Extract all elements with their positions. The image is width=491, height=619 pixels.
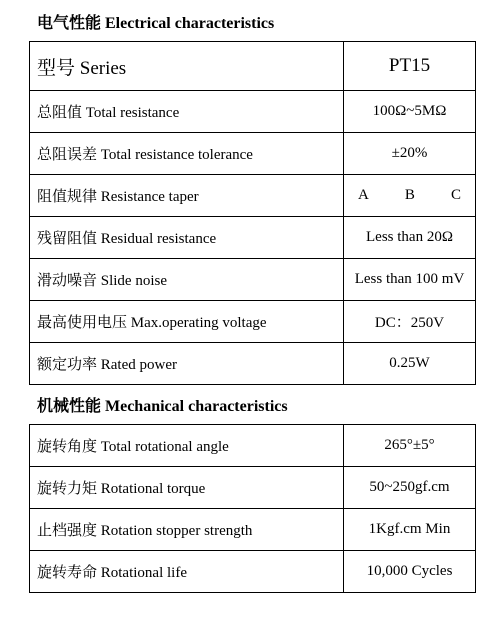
tolerance-value: ±20% xyxy=(344,133,476,175)
rated-power-label: 额定功率 Rated power xyxy=(30,343,344,385)
max-voltage-label: 最高使用电压 Max.operating voltage xyxy=(30,301,344,343)
table-row xyxy=(30,91,476,133)
taper-a: A xyxy=(358,187,369,203)
table-header-row xyxy=(30,42,476,91)
taper-b: B xyxy=(404,187,415,203)
slide-noise-value: Less than 100 mV xyxy=(344,259,476,301)
table-row xyxy=(30,467,476,509)
rotational-life-label: 旋转寿命 Rotational life xyxy=(30,551,344,593)
table-row xyxy=(30,259,476,301)
electrical-characteristics-table xyxy=(29,41,476,385)
table-row xyxy=(30,425,476,467)
table-row xyxy=(30,301,476,343)
series-value: PT15 xyxy=(344,42,476,91)
rotational-angle-value: 265°±5° xyxy=(344,425,476,467)
table-row xyxy=(30,133,476,175)
mechanical-section-title: 机械性能 Mechanical characteristics xyxy=(37,398,288,415)
table-row xyxy=(30,343,476,385)
total-resistance-value: 100Ω~5MΩ xyxy=(344,91,476,133)
taper-label: 阻值规律 Resistance taper xyxy=(30,175,344,217)
slide-noise-label: 滑动噪音 Slide noise xyxy=(30,259,344,301)
rotational-angle-label: 旋转角度 Total rotational angle xyxy=(30,425,344,467)
electrical-section-title: 电气性能 Electrical characteristics xyxy=(37,15,275,32)
series-label: 型号 Series xyxy=(30,42,344,91)
rated-power-value: 0.25W xyxy=(344,343,476,385)
taper-values xyxy=(344,175,476,217)
mechanical-characteristics-table xyxy=(29,424,476,593)
max-voltage-value: DC：250V xyxy=(344,301,476,343)
tolerance-label: 总阻误差 Total resistance tolerance xyxy=(30,133,344,175)
taper-c: C xyxy=(450,187,461,203)
total-resistance-label: 总阻值 Total resistance xyxy=(30,91,344,133)
residual-resistance-label: 残留阻值 Residual resistance xyxy=(30,217,344,259)
table-row xyxy=(30,217,476,259)
stopper-strength-label: 止档强度 Rotation stopper strength xyxy=(30,509,344,551)
table-row xyxy=(30,175,476,217)
rotational-life-value: 10,000 Cycles xyxy=(344,551,476,593)
table-row xyxy=(30,551,476,593)
rotational-torque-value: 50~250gf.cm xyxy=(344,467,476,509)
rotational-torque-label: 旋转力矩 Rotational torque xyxy=(30,467,344,509)
residual-resistance-value: Less than 20Ω xyxy=(344,217,476,259)
table-row xyxy=(30,509,476,551)
stopper-strength-value: 1Kgf.cm Min xyxy=(344,509,476,551)
